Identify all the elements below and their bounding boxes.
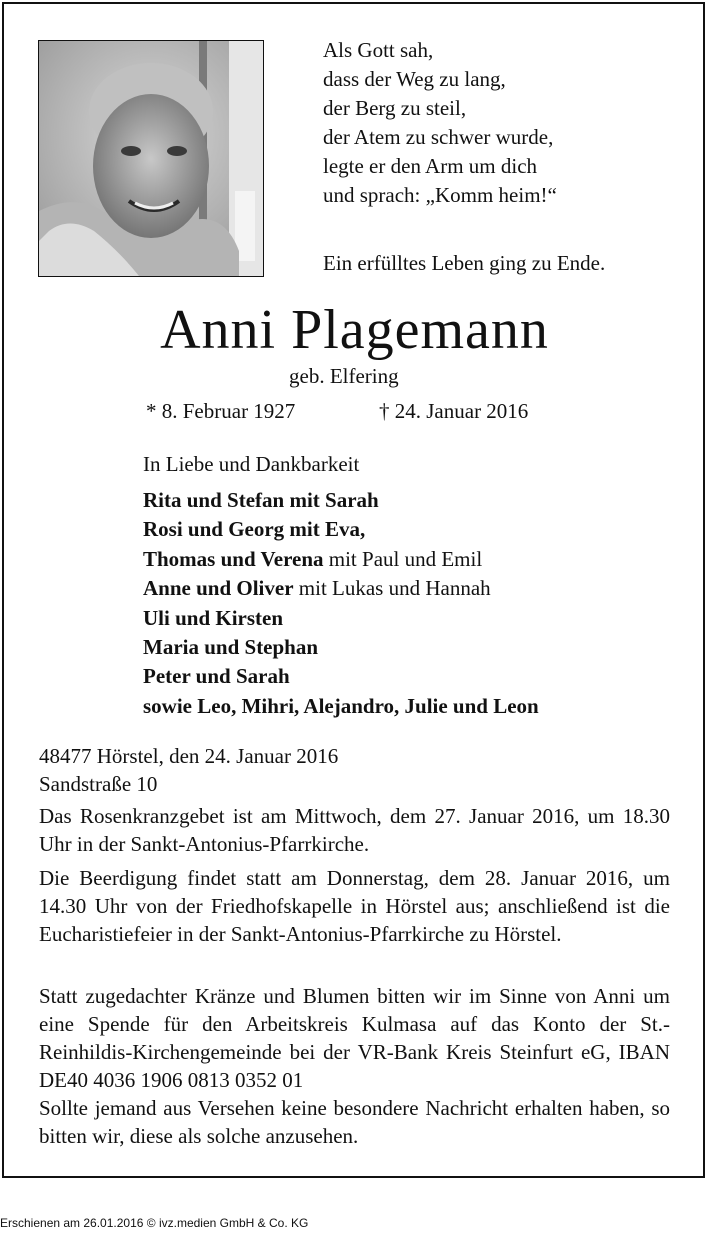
family-line	[143, 692, 539, 721]
death-date: † 24. Januar 2016	[379, 399, 529, 423]
address-block	[39, 742, 338, 798]
tagline: Ein erfülltes Leben ging zu Ende.	[323, 251, 606, 275]
poem	[323, 36, 557, 210]
maiden-name: geb. Elfering	[289, 364, 399, 388]
funeral-paragraph: Die Beerdigung findet statt am Donnerstag, dem 28. Januar 2016, um 14.30 Uhr von der Friedhofskapelle in Hörstel aus; anschließend ist die Eucharistiefeier in der Sankt-Antonius-Pfarrkirche zu Hörstel.	[39, 866, 670, 946]
poem-line: legte er den Arm um dich	[323, 154, 538, 178]
family-line	[143, 604, 539, 633]
portrait-photo-icon	[39, 41, 263, 276]
family-names: Maria und Stephan	[143, 635, 319, 660]
family-line	[143, 662, 539, 691]
family-names: sowie Leo, Mihri, Alejandro, Julie und Leon	[143, 693, 539, 718]
street-address: Sandstraße 10	[39, 772, 158, 796]
family-names: Rosi und Georg mit Eva,	[143, 517, 366, 542]
place-date: 48477 Hörstel, den 24. Januar 2016	[39, 744, 339, 768]
poem-line: dass der Weg zu lang,	[323, 67, 506, 91]
deceased-name: Anni Plagemann	[160, 299, 549, 361]
family-names: Anne und Oliver	[143, 576, 294, 601]
family-list	[143, 486, 539, 721]
family-names: Uli und Kirsten	[143, 605, 284, 630]
publication-footer: Erschienen am 26.01.2016 © ivz.medien GmbH & Co. KG	[0, 1216, 309, 1230]
notice-paragraph: Sollte jemand aus Versehen keine besondere Nachricht erhalten haben, so bitten wir, diese als solche anzusehen.	[39, 1096, 670, 1148]
poem-line: der Berg zu steil,	[323, 96, 467, 120]
family-names: Rita und Stefan mit Sarah	[143, 488, 379, 512]
family-children: mit Paul und Emil	[323, 546, 483, 571]
family-line	[143, 515, 539, 544]
donation-paragraph: Statt zugedachter Kränze und Blumen bitten wir im Sinne von Anni um eine Spende für den Arbeitskreis Kulmasa auf das Konto der St.-Reinhildis-Kirchengemeinde bei der VR-Bank Kreis Steinfurt eG, IBAN DE40 4036 1906 0813 0352 01	[39, 984, 670, 1092]
poem-line: und sprach: „Komm heim!“	[323, 183, 557, 207]
rosary-paragraph: Das Rosenkranzgebet ist am Mittwoch, dem 27. Januar 2016, um 18.30 Uhr in der Sankt-Antonius-Pfarrkirche.	[39, 804, 670, 856]
family-names: Peter und Sarah	[143, 664, 290, 689]
poem-line: Als Gott sah,	[323, 38, 434, 62]
thanks-line: In Liebe und Dankbarkeit	[143, 452, 360, 476]
family-children: mit Lukas und Hannah	[293, 576, 491, 601]
poem-line: der Atem zu schwer wurde,	[323, 125, 554, 149]
family-line	[143, 545, 539, 574]
portrait-photo	[38, 40, 264, 277]
family-line	[143, 574, 539, 603]
family-line	[143, 486, 539, 515]
family-line	[143, 633, 539, 662]
family-names: Thomas und Verena	[143, 546, 324, 571]
birth-date: * 8. Februar 1927	[146, 399, 296, 423]
